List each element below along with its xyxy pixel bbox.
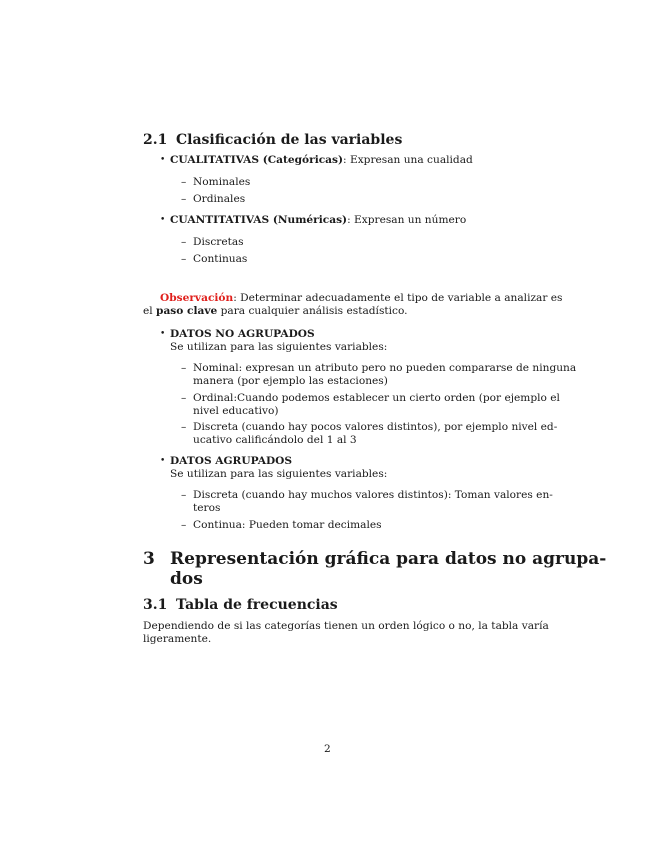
list-item-nominal-1: Nominal: expresan un atributo pero no pueden compararse de ninguna: [193, 362, 577, 374]
agrupados-title: DATOS AGRUPADOS: [170, 455, 293, 467]
list-item-discreta-1: Discreta (cuando hay pocos valores distintos), por ejemplo nivel ed-: [193, 421, 558, 433]
observacion-pre: el: [143, 305, 157, 317]
list-item-ordinal-1: Ordinal:Cuando podemos establecer un cierto orden (por ejemplo el: [193, 392, 560, 404]
dash-icon: –: [181, 193, 187, 205]
dash-icon: –: [181, 421, 187, 433]
paso-clave: paso clave: [156, 305, 218, 317]
list-item-nominal-2: manera (por ejemplo las estaciones): [193, 375, 388, 387]
sub-item-nominales: Nominales: [193, 176, 251, 188]
section-3-title-line-1: Representación gráfica para datos no agrupa-: [170, 549, 607, 569]
observacion-line-1: [160, 292, 563, 304]
list-item-discreta-agrup-2: teros: [193, 502, 221, 514]
section-3-1-title: Tabla de frecuencias: [176, 597, 338, 613]
dash-icon: –: [181, 176, 187, 188]
cuantitativas-label: CUANTITATIVAS (Numéricas): [170, 214, 348, 226]
bullet-icon: •: [160, 456, 166, 466]
list-item-discreta-2: ucativo calificándolo del 1 al 3: [193, 434, 357, 446]
bullet-icon: •: [160, 215, 166, 225]
observacion-text: : Determinar adecuadamente el tipo de variable a analizar es: [233, 292, 563, 304]
section-3-number: 3: [143, 549, 155, 569]
paragraph-line-1: Dependiendo de si las categorías tienen un orden lógico o no, la tabla varía: [143, 620, 549, 632]
dash-icon: –: [181, 392, 187, 404]
no-agrupados-title: DATOS NO AGRUPADOS: [170, 328, 315, 340]
dash-icon: –: [181, 489, 187, 501]
cualitativas-desc: : Expresan una cualidad: [343, 154, 473, 166]
observacion-post: para cualquier análisis estadístico.: [217, 305, 408, 317]
no-agrupados-intro: Se utilizan para las siguientes variables:: [170, 341, 388, 353]
list-item-ordinal-2: nivel educativo): [193, 405, 279, 417]
bullet-icon: •: [160, 155, 166, 165]
list-item-cuantitativas: [170, 214, 466, 226]
observacion-line-2: [143, 305, 408, 317]
dash-icon: –: [181, 236, 187, 248]
agrupados-intro: Se utilizan para las siguientes variables:: [170, 468, 388, 480]
dash-icon: –: [181, 253, 187, 265]
dash-icon: –: [181, 362, 187, 374]
section-2-1-title: Clasificación de las variables: [176, 132, 403, 148]
bullet-icon: •: [160, 329, 166, 339]
section-3-title-line-2: dos: [170, 569, 203, 589]
section-2-1-number: 2.1: [143, 132, 168, 148]
sub-item-continuas: Continuas: [193, 253, 248, 265]
page-number: 2: [324, 743, 331, 755]
dash-icon: –: [181, 519, 187, 531]
list-item-continua: Continua: Pueden tomar decimales: [193, 519, 382, 531]
cualitativas-label: CUALITATIVAS (Categóricas): [170, 154, 344, 166]
section-3-1-number: 3.1: [143, 597, 168, 613]
paragraph-line-2: ligeramente.: [143, 633, 212, 645]
sub-item-ordinales: Ordinales: [193, 193, 246, 205]
list-item-discreta-agrup-1: Discreta (cuando hay muchos valores distintos): Toman valores en-: [193, 489, 553, 501]
sub-item-discretas: Discretas: [193, 236, 244, 248]
list-item-cualitativas: [170, 154, 473, 166]
cuantitativas-desc: : Expresan un número: [347, 214, 467, 226]
observacion-label: Observación: [160, 292, 234, 304]
